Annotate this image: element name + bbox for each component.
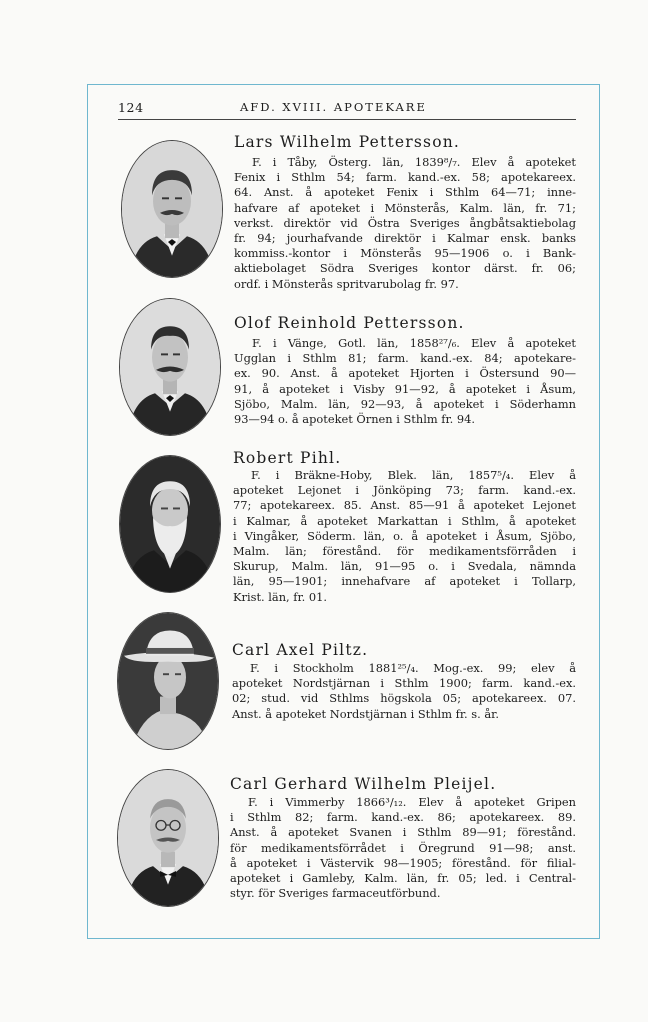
bio-line: 64. Anst. å apoteket Fenix i Sthlm 64—71; inne-: [234, 185, 576, 200]
portrait-moustache-man-icon: [119, 298, 221, 436]
section-title: AFD. XVIII. APOTEKARE: [240, 100, 427, 114]
bio-line: Anst. å apoteket Nordstjärnan i Sthlm fr. s. år.: [232, 706, 499, 721]
bio-line: Fenix i Sthlm 54; farm. kand.-ex. 58; apotekareex.: [234, 170, 576, 185]
portrait-bearded-man-icon: [119, 455, 221, 593]
bio-line: ordf. i Mönsterås spritvarubolag fr. 97.: [234, 276, 459, 291]
person-name: Lars Wilhelm Pettersson.: [234, 133, 461, 151]
bio-line: F. i Tåby, Österg. län, 1839⁸/₇. Elev å apoteket: [252, 155, 576, 169]
bio-line: F. i Vänge, Gotl. län, 1858²⁷/₆. Elev å apoteket: [252, 336, 576, 350]
header-rule: [118, 119, 576, 120]
portrait-man-in-hat-icon: [117, 612, 219, 750]
bio-line: Sjöbo, Malm. län, 92—93, å apoteket i Söderhamn: [234, 396, 576, 411]
person-name: Carl Gerhard Wilhelm Pleijel.: [230, 775, 497, 793]
biography-text: [230, 795, 576, 901]
bio-line: 77; apotekareex. 85. Anst. 85—91 å apoteket Lejonet: [233, 498, 576, 513]
bio-line: för medikamentsförrådet i Öregrund 91—98; anst.: [230, 840, 576, 855]
portrait-man-with-glasses-icon: [117, 769, 219, 907]
bio-line: 02; stud. vid Sthlms högskola 05; apotekareex. 07.: [232, 691, 576, 706]
running-head: [118, 100, 576, 118]
portrait-moustache-man-icon: [121, 140, 223, 278]
bio-line: hafvare af apoteket i Mönsterås, Kalm. län, fr. 71;: [234, 200, 576, 215]
page-number: 124: [118, 100, 144, 115]
bio-line: apoteket Nordstjärnan i Sthlm 1900; farm. kand.-ex.: [232, 676, 576, 691]
bio-line: aktiebolaget Södra Sveriges kontor därst. fr. 06;: [234, 261, 576, 276]
biography-text: [233, 468, 576, 605]
bio-line: i Vingåker, Söderm. län, o. å apoteket i Åsum, Sjöbo,: [233, 528, 576, 543]
person-name: Carl Axel Piltz.: [232, 641, 369, 659]
bio-line: 91, å apoteket i Visby 91—92, å apoteket i Åsum,: [234, 381, 576, 396]
bio-line: F. i Bräkne-Hoby, Blek. län, 1857⁵/₄. Elev å: [251, 468, 576, 482]
person-name: Olof Reinhold Pettersson.: [234, 314, 465, 332]
biography-text: [232, 661, 576, 722]
bio-line: apoteket i Gamleby, Kalm. län, fr. 05; led. i Central-: [230, 871, 576, 886]
bio-line: ex. 90. Anst. å apoteket Hjorten i Östersund 90—: [234, 366, 576, 381]
bio-line: Krist. län, fr. 01.: [233, 589, 328, 604]
person-name: Robert Pihl.: [233, 449, 342, 467]
bio-line: kommiss.-kontor i Mönsterås 95—1906 o. i Bank-: [234, 246, 576, 261]
bio-line: Malm. län; förestånd. för medikamentsförråden i: [233, 544, 576, 559]
bio-line: 93—94 o. å apoteket Örnen i Sthlm fr. 94.: [234, 412, 476, 427]
bio-line: Skurup, Malm. län, 91—95 o. i Svedala, nämnda: [233, 559, 576, 574]
bio-line: Anst. å apoteket Svanen i Sthlm 89—91; förestånd.: [230, 825, 576, 840]
bio-line: fr. 94; jourhafvande direktör i Kalmar ensk. banks: [234, 231, 576, 246]
bio-line: styr. för Sveriges farmaceutförbund.: [230, 886, 441, 901]
bio-line: verkst. direktör vid Östra Sveriges ångbåtsaktiebolag: [234, 215, 576, 230]
bio-line: i Kalmar, å apoteket Markattan i Sthlm, å apoteket: [233, 513, 576, 528]
bio-line: å apoteket i Västervik 98—1905; förestånd. för filial-: [230, 855, 576, 870]
bio-line: apoteket Lejonet i Jönköping 73; farm. kand.-ex.: [233, 483, 576, 498]
biography-text: [234, 336, 576, 427]
bio-line: Ugglan i Sthlm 81; farm. kand.-ex. 84; apotekare-: [234, 351, 576, 366]
bio-line: F. i Vimmerby 1866³/₁₂. Elev å apoteket Gripen: [248, 795, 576, 809]
bio-line: F. i Stockholm 1881²⁵/₄. Mog.-ex. 99; elev å: [250, 661, 576, 675]
biography-text: [234, 155, 576, 292]
bio-line: län, 95—1901; innehafvare af apoteket i Tollarp,: [233, 574, 576, 589]
bio-line: i Sthlm 82; farm. kand.-ex. 86; apotekareex. 89.: [230, 810, 576, 825]
